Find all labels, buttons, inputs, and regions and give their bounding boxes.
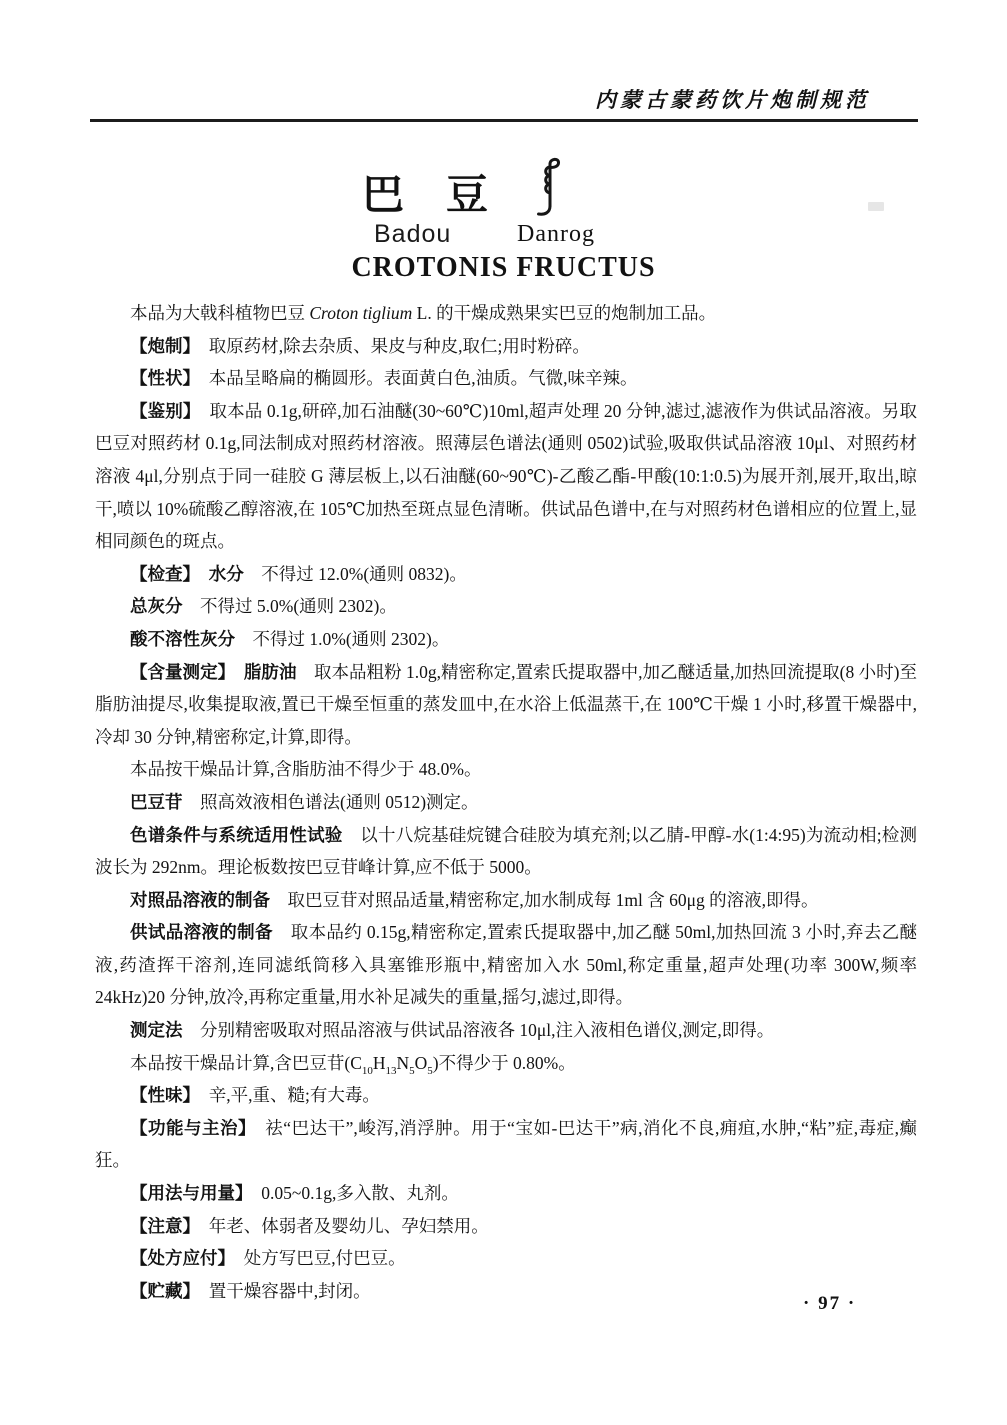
paragraph [95,395,917,558]
text-run: Croton tiglium [309,303,413,323]
section-label: 【用法与用量】 [130,1183,244,1204]
section-label: 总灰分 [130,596,183,617]
text-run: 处方写巴豆,付巴豆。 [226,1248,406,1269]
paragraph [95,330,917,363]
paragraph [95,1177,917,1210]
title-block [0,0,1007,300]
paragraph [95,753,917,786]
text-run: 本品呈略扁的椭圆形。表面黄白色,油质。气微,味辛辣。 [191,368,638,389]
text-run: 13 [385,1064,397,1077]
section-label: 【功能与主治】 [130,1117,248,1138]
text-run: 照高效液相色谱法(通则 0512)测定。 [182,791,479,812]
section-label: 对照品溶液的制备 [130,889,270,910]
text-run: 取本品约 0.15g,精密称定,置索氏提取器中,加乙醚 50ml,加热回流 3 小时,弃去乙醚液,药渣挥干溶剂,连同滤纸筒移入具塞锥形瓶中,精密加入水 50ml,称定重量,超声处理(功率 300W,频率 24kHz)20 分钟,放冷,再称定重量,用水补足减失的重量,摇匀,滤过,即得。 [95,922,917,1008]
text-run: 取巴豆苷对照品适量,精密称定,加水制成每 1ml 含 60μg 的溶液,即得。 [270,889,819,910]
section-label: 【鉴别】 [130,400,192,421]
text-run: 10 [361,1064,373,1077]
section-label: 【炮制】 [130,335,192,356]
section-label: 酸不溶性灰分 [130,628,235,649]
text-run [226,662,244,682]
drug-name-chinese: 巴 豆 [362,173,489,219]
text-run: H [372,1052,386,1073]
paragraph [95,656,917,754]
running-header-title: 内蒙古蒙药饮片炮制规范 [595,88,870,112]
paragraph [95,1112,917,1177]
text-run: L. 的干燥成熟果实巴豆的炮制加工品。 [412,303,717,323]
text-run: 取本品粗粉 1.0g,精密称定,置索氏提取器中,加乙醚适量,加热回流提取(8 小时)至脂肪油提尽,收集提取液,置已干燥至恒重的蒸发皿中,在水浴上低温蒸干,在 100℃干燥 1 小时,移置干燥器中,冷却 30 分钟,精密称定,计算,即得。 [95,661,918,747]
section-label: 测定法 [130,1020,183,1041]
text-run: 辛,平,重、糙;有大毒。 [191,1085,380,1106]
text-run: 分别精密吸取对照品溶液与供试品溶液各 10μl,注入液相色谱仪,测定,即得。 [182,1020,775,1041]
section-label: 【检查】 [130,563,192,584]
paragraph [95,1079,917,1112]
text-run: )不得少于 0.80%。 [432,1052,576,1073]
section-label: 【贮藏】 [130,1280,192,1301]
section-label: 【含量测定】 [130,661,227,682]
text-run: 取原药材,除去杂质、果皮与种皮,取仁;用时粉碎。 [191,335,590,356]
section-label: 脂肪油 [243,661,297,682]
paragraph [95,623,917,656]
paragraph [95,1275,917,1308]
text-run: 祛“巴达干”,峻泻,消浮肿。用于“宝如-巴达干”病,消化不良,痈疽,水肿,“粘”症,毒症,癫狂。 [95,1117,917,1171]
paragraph [95,590,917,623]
paragraph [95,362,917,395]
section-label: 【性状】 [130,368,192,389]
drug-name-latin: CROTONIS FRUCTUS [351,252,656,283]
section-label: 水分 [208,563,244,584]
text-run: N [396,1052,410,1073]
paragraph [95,884,917,917]
paragraph [95,916,917,1014]
paragraph [95,1242,917,1275]
text-run: 5 [427,1064,433,1077]
paragraph [95,1014,917,1047]
drug-name-mongolian-latin: Danrog [517,221,595,247]
section-label: 巴豆苷 [130,791,183,812]
text-run: 0.05~0.1g,多入散、丸剂。 [243,1183,459,1204]
paragraph [95,819,917,884]
document-body [95,297,917,1307]
text-run: 年老、体弱者及婴幼儿、孕妇禁用。 [191,1215,489,1236]
section-label: 【性味】 [130,1085,192,1106]
text-run [191,564,209,584]
paragraph [95,1047,917,1080]
text-run: 不得过 5.0%(通则 2302)。 [182,596,397,617]
section-label: 供试品溶液的制备 [130,922,273,943]
text-run: 不得过 12.0%(通则 0832)。 [243,563,467,584]
section-label: 【处方应付】 [130,1248,227,1269]
page-number: · 97 · [803,1293,857,1314]
text-run: 取本品 0.1g,研碎,加石油醚(30~60℃)10ml,超声处理 20 分钟,滤过,滤液作为供试品溶液。另取巴豆对照药材 0.1g,同法制成对照药材溶液。照薄层色谱法(通则 0502)试验,吸取供试品溶液 10μl、对照药材溶液 4μl,分别点于同一硅胶 G 薄层板上,以石油醚(60~90℃)-乙酸乙酯-甲酸(10:1:0.5)为展开剂,展开,取出,晾干,喷以 10%硫酸乙醇溶液,在 105℃加热至斑点显色清晰。供试品色谱中,在与对照药材色谱相应的位置上,显相同颜色的斑点。 [95,400,918,552]
text-run: 置干燥容器中,封闭。 [191,1280,371,1301]
paragraph [95,786,917,819]
scan-artifact [868,202,884,211]
section-label: 色谱条件与系统适用性试验 [130,824,343,845]
mongolian-script-icon [532,155,564,221]
text-run: 5 [409,1064,415,1077]
text-run: 本品按干燥品计算,含巴豆苷(C [130,1052,362,1073]
paragraph [95,558,917,591]
text-run: 不得过 1.0%(通则 2302)。 [235,628,450,649]
text-run: 本品为大戟科植物巴豆 [130,303,310,323]
paragraph [95,1210,917,1243]
section-label: 【注意】 [130,1215,192,1236]
text-run: 以十八烷基硅烷键合硅胶为填充剂;以乙腈-甲醇-水(1:4:95)为流动相;检测波长为 292nm。理论板数按巴豆苷峰计算,应不低于 5000。 [95,824,918,878]
text-run: 本品按干燥品计算,含脂肪油不得少于 48.0%。 [130,759,482,780]
paragraph [95,297,917,330]
text-run: O [414,1052,428,1073]
drug-name-pinyin: Badou [374,220,452,248]
